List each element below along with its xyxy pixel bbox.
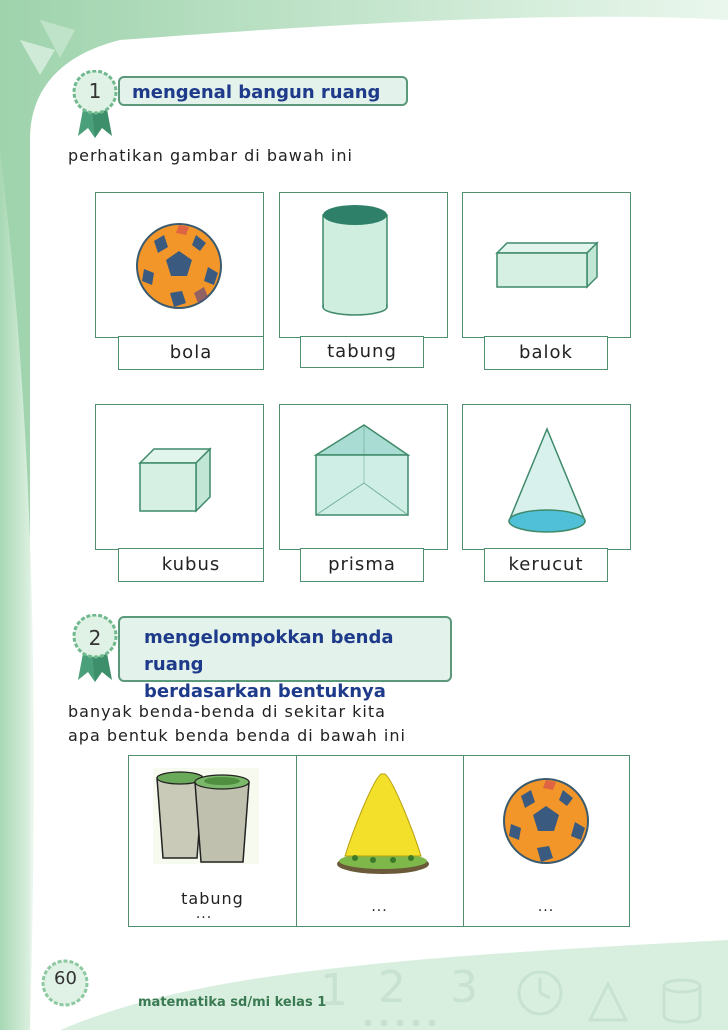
section-number: 2 [88,626,102,650]
shape-card-cone [462,404,631,550]
tumpeng-icon [333,770,433,880]
deco-digit: 3 [450,962,478,1013]
deco-digit: 1 [320,965,348,1016]
shape-label-ball: bola [118,336,264,370]
cylinder-icon [318,203,408,318]
shape-card-cube [95,404,264,550]
deco-digit: 2 [378,962,406,1013]
cube-icon [136,445,221,515]
shape-label-cone: kerucut [484,548,608,582]
cone-icon [505,425,589,537]
shape-label-cylinder: tabung [300,336,424,368]
shape-label-prism: prisma [300,548,424,582]
shape-card-cylinder [279,192,448,338]
shape-label-cube: kubus [118,548,264,582]
instruction-text: perhatikan gambar di bawah ini [68,146,353,165]
dots-decoration-icon [360,1018,440,1028]
section-title: mengenal bangun ruang [118,76,408,106]
answer-blank: ... [537,899,555,915]
section-title-line: berdasarkan bentuknya [144,681,386,702]
section-number: 1 [88,79,102,103]
clock-icon [515,968,565,1018]
ball-icon [501,776,591,866]
book-title: matematika sd/mi kelas 1 [138,995,327,1010]
instruction-text: apa bentuk benda benda di bawah ini [68,726,406,745]
shape-label-cuboid: balok [484,336,608,370]
shape-card-ball [95,192,264,338]
shape-card-prism [279,404,448,550]
cups-icon [153,768,263,868]
ball-icon [134,221,224,311]
cuboid-icon [493,237,603,297]
section-title [118,616,452,702]
answer-blank: ... [195,906,213,922]
page-number: 60 [54,968,77,989]
instruction-text: banyak benda-benda di sekitar kita [68,702,386,721]
shape-card-cuboid [462,192,631,338]
objects-grid [128,755,630,927]
triangle-icon [586,980,630,1024]
section-title-line: mengelompokkan benda ruang [144,627,394,675]
cylinder-deco-icon [660,976,704,1026]
prism-icon [312,421,412,521]
answer-blank: ... [371,899,388,915]
object-label: tabung [181,889,244,908]
